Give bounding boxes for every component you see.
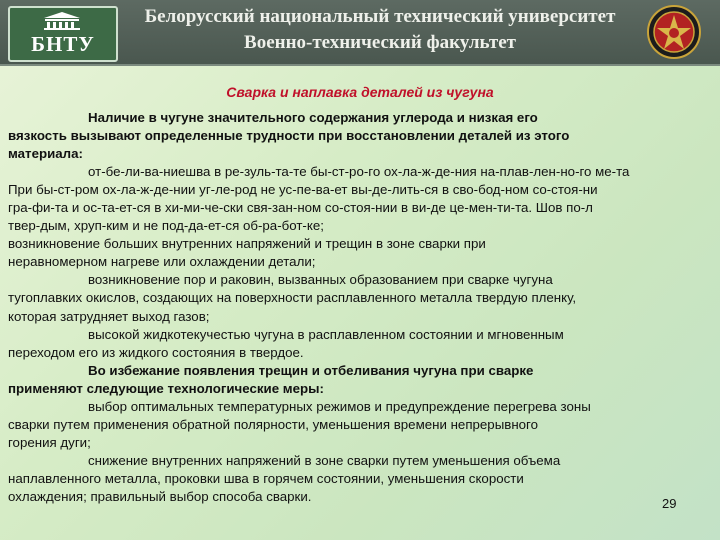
body-line: охлаждения; правильный выбор способа сварки. — [8, 488, 312, 504]
body-line: твер-дым, хруп-ким и не под-да-ет-ся об-ра-бот-ке; — [8, 218, 324, 234]
body-line: снижение внутренних напряжений в зоне сварки путем уменьшения объема — [88, 452, 561, 468]
bntu-logo — [8, 6, 118, 62]
body-line: переходом его из жидкого состояния в твердое. — [8, 344, 304, 360]
body-line: высокой жидкотекучестью чугуна в расплавленном состоянии и мгновенным — [88, 326, 564, 342]
body-line: вязкость вызывают определенные трудности при восстановлении деталей из этого — [8, 128, 570, 144]
body-line: тугоплавких окислов, создающих на поверхности расплавленного металла твердую пленку, — [8, 290, 577, 306]
university-name: Белорусский национальный технический университет — [144, 6, 616, 27]
slide-title: Сварка и наплавка деталей из чугуна — [226, 84, 494, 100]
body-line: горения дуги; — [8, 434, 91, 450]
body-line: При бы-ст-ром ох-ла-ж-де-нии уг-ле-род не ус-пе-ва-ет вы-де-лить-ся в сво-бод-ном со-стоя-ни — [8, 182, 598, 198]
body-line: применяют следующие технологические меры: — [8, 380, 324, 396]
body-line: наплавленного металла, проковки шва в горячем состоянии, уменьшения скорости — [8, 470, 524, 486]
body-line: выбор оптимальных температурных режимов и предупреждение перегрева зоны — [88, 398, 591, 414]
page-number: 29 — [662, 496, 677, 511]
body-line: возникновение больших внутренних напряжений и трещин в зоне сварки при — [8, 236, 486, 252]
body-line: Во избежание появления трещин и отбеливания чугуна при сварке — [88, 362, 534, 378]
building-icon — [42, 12, 82, 30]
body-line: материала: — [8, 146, 83, 162]
body-line: которая затрудняет выход газов; — [8, 308, 210, 324]
faculty-emblem-icon — [646, 4, 702, 60]
body-line: неравномерном нагреве или охлаждении детали; — [8, 254, 316, 270]
logo-text: БНТУ — [31, 32, 95, 56]
body-line: сварки путем применения обратной полярности, уменьшения времени непрерывного — [8, 416, 539, 432]
body-line: Наличие в чугуне значительного содержания углерода и низкая его — [88, 110, 538, 125]
slide-header — [0, 0, 720, 66]
body-line: от-бе-ли-ва-ниешва в ре-зуль-та-те бы-ст-ро-го ох-ла-ж-де-ния на-плав-лен-но-го ме-та — [88, 164, 630, 180]
body-line: гра-фи-та и ос-та-ет-ся в хи-ми-че-ски свя-зан-ном со-стоя-нии в ви-де це-мен-ти-та. Шов по-л — [8, 200, 593, 216]
slide-body — [8, 109, 720, 540]
faculty-name: Военно-технический факультет — [244, 32, 516, 53]
body-line: возникновение пор и раковин, вызванных образованием при сварке чугуна — [88, 272, 553, 288]
